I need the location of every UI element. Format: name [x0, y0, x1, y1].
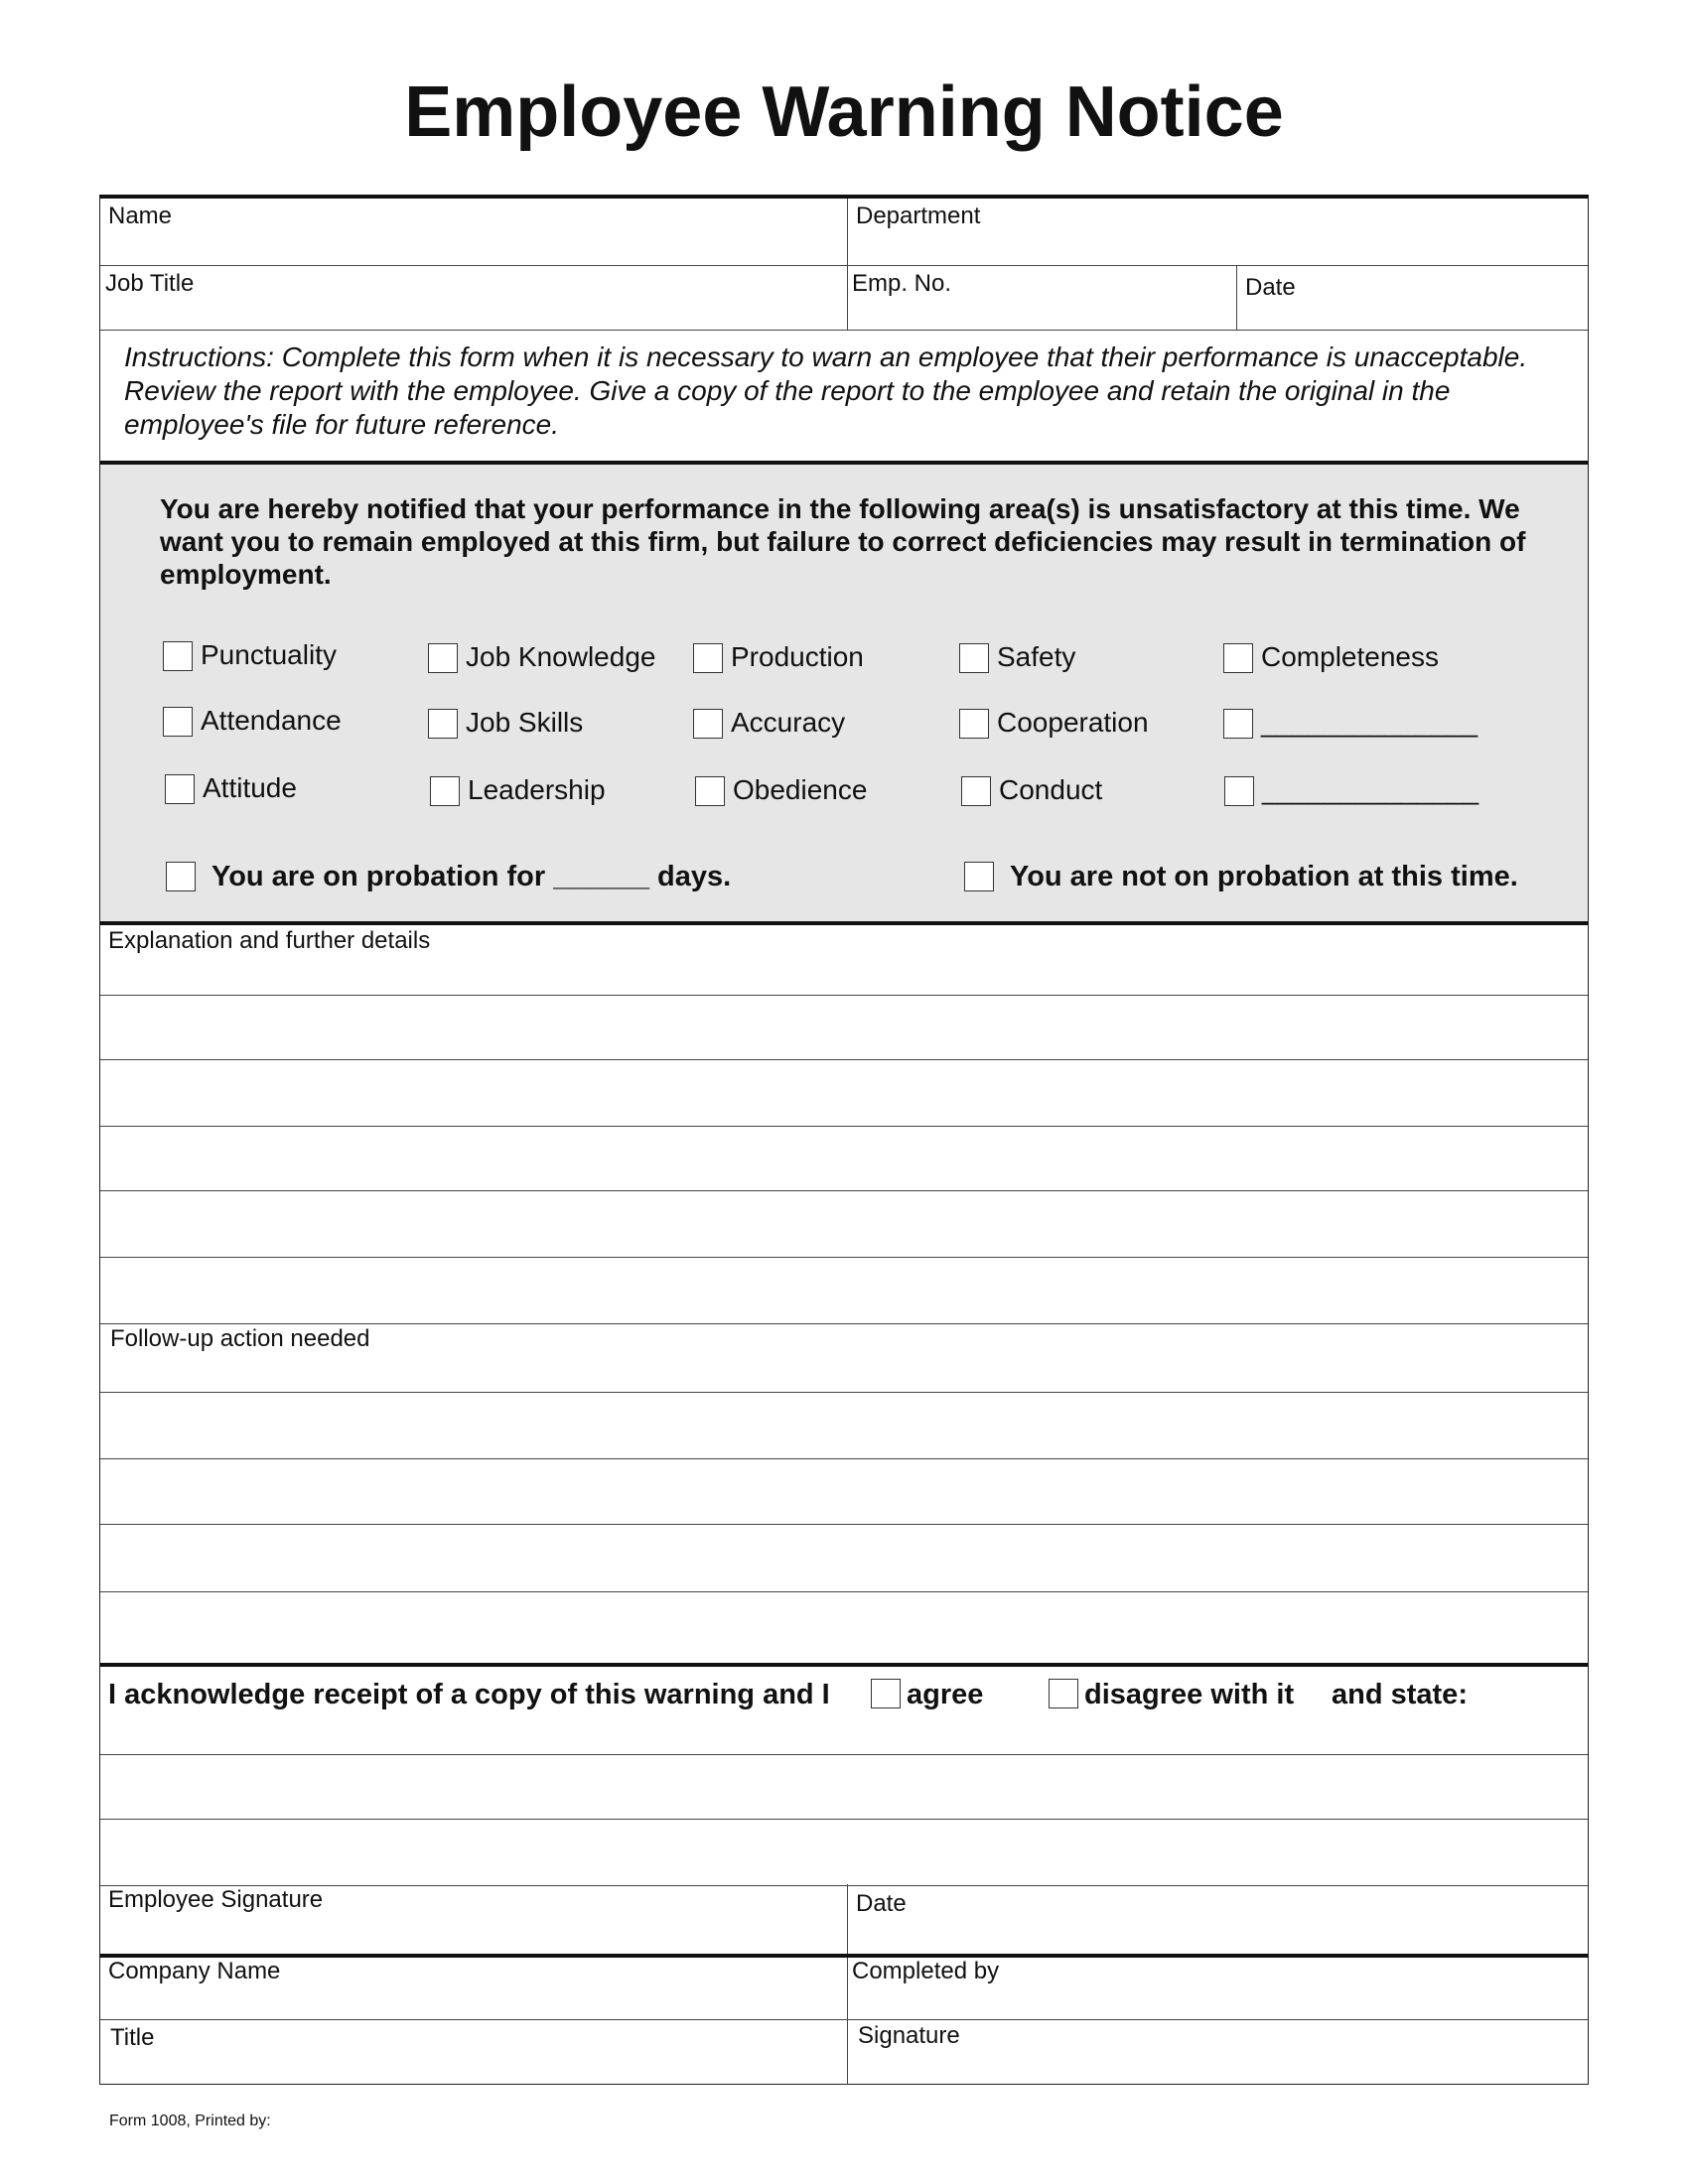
name-label: Name	[108, 203, 173, 229]
agree-label: agree	[907, 1679, 984, 1710]
followup-line	[100, 1524, 1588, 1525]
row-title-signature	[100, 2020, 1588, 2085]
date-label: Date	[1245, 274, 1296, 301]
attendance-label: Attendance	[201, 705, 342, 736]
signature-date-label: Date	[856, 1890, 907, 1917]
followup-label: Follow-up action needed	[110, 1325, 370, 1352]
performance-section	[100, 461, 1588, 925]
on-probation-label: You are on probation for ______ days.	[211, 861, 732, 892]
statement-line[interactable]	[100, 1754, 1588, 1755]
signature-date-field[interactable]	[847, 1884, 1590, 1954]
not-on-probation-checkbox[interactable]	[964, 862, 994, 891]
emp-no-label: Emp. No.	[852, 270, 952, 297]
explanation-line	[100, 995, 1588, 996]
explanation-line	[100, 1257, 1588, 1258]
emp-no-field[interactable]	[847, 266, 1236, 330]
followup-line	[100, 1591, 1588, 1592]
safety-label: Safety	[997, 641, 1076, 672]
instructions-text: Instructions: Complete this form when it is necessary to warn an employee that their performance is unacceptable. Review the report with the employee. Give a copy of the report to the employee and retain the original in the employee's file for future reference.	[124, 341, 1528, 440]
acknowledgement-section	[100, 1663, 1588, 1888]
accuracy-label: Accuracy	[731, 707, 846, 738]
explanation-line	[100, 1323, 1588, 1324]
job-skills-checkbox[interactable]	[428, 709, 458, 739]
safety-checkbox[interactable]	[959, 643, 989, 673]
explanation-line	[100, 1190, 1588, 1191]
other-area-2-checkbox[interactable]	[1224, 776, 1254, 806]
other-area-1-blank[interactable]: ______________	[1261, 707, 1478, 738]
leadership-checkbox[interactable]	[430, 776, 460, 806]
completed-by-label: Completed by	[852, 1958, 1000, 1984]
other-area-1-checkbox[interactable]	[1223, 709, 1253, 739]
conduct-checkbox[interactable]	[961, 776, 991, 806]
warning-form	[99, 195, 1589, 2085]
explanation-line	[100, 1059, 1588, 1060]
department-field[interactable]	[847, 199, 1590, 265]
company-name-label: Company Name	[108, 1958, 281, 1984]
punctuality-label: Punctuality	[201, 639, 337, 670]
followup-section[interactable]	[100, 1325, 1588, 1663]
explanation-line	[100, 1126, 1588, 1127]
agree-checkbox[interactable]	[871, 1679, 901, 1708]
accuracy-checkbox[interactable]	[693, 709, 723, 739]
obedience-label: Obedience	[733, 774, 868, 805]
title-label: Title	[110, 2024, 155, 2051]
job-knowledge-checkbox[interactable]	[428, 643, 458, 673]
and-state-label: and state:	[1332, 1679, 1468, 1710]
acknowledge-text: I acknowledge receipt of a copy of this warning and I	[108, 1679, 830, 1710]
row-employee-signature	[100, 1884, 1588, 1958]
form-footer: Form 1008, Printed by:	[109, 2113, 271, 2129]
instructions-row	[100, 331, 1588, 461]
date-field[interactable]	[1236, 266, 1590, 330]
employee-signature-field[interactable]	[100, 1884, 847, 1954]
row-name-department	[100, 199, 1588, 266]
completed-by-field[interactable]	[847, 1958, 1590, 2019]
explanation-label: Explanation and further details	[108, 927, 431, 954]
company-name-field[interactable]	[100, 1958, 847, 2019]
signature-label: Signature	[858, 2022, 960, 2049]
row-company-completed	[100, 1958, 1588, 2020]
job-title-label: Job Title	[105, 270, 195, 297]
cooperation-label: Cooperation	[997, 707, 1149, 738]
punctuality-checkbox[interactable]	[163, 641, 193, 671]
row-jobtitle-empno-date	[100, 266, 1588, 331]
attitude-label: Attitude	[203, 772, 297, 803]
production-label: Production	[731, 641, 864, 672]
followup-line	[100, 1392, 1588, 1393]
employee-signature-label: Employee Signature	[108, 1886, 324, 1913]
title-field[interactable]	[100, 2020, 847, 2085]
completeness-checkbox[interactable]	[1223, 643, 1253, 673]
not-on-probation-label: You are not on probation at this time.	[1010, 861, 1518, 892]
followup-line	[100, 1458, 1588, 1459]
name-field[interactable]	[100, 199, 847, 265]
disagree-label: disagree with it	[1084, 1679, 1295, 1710]
other-area-2-blank[interactable]: ______________	[1262, 774, 1479, 805]
signature-field[interactable]	[847, 2020, 1590, 2085]
completeness-label: Completeness	[1261, 641, 1439, 672]
notice-text: You are hereby notified that your performance in the following area(s) is unsatisfactory at this time. We want you to remain employed at this firm, but failure to correct deficiencies may result in termination of employment.	[160, 493, 1526, 590]
explanation-section[interactable]	[100, 925, 1588, 1325]
attitude-checkbox[interactable]	[165, 774, 195, 804]
department-label: Department	[856, 203, 981, 229]
obedience-checkbox[interactable]	[695, 776, 725, 806]
leadership-label: Leadership	[468, 774, 606, 805]
job-title-field[interactable]	[100, 266, 847, 330]
form-title: Employee Warning Notice	[404, 72, 1284, 152]
statement-line[interactable]	[100, 1819, 1588, 1820]
on-probation-checkbox[interactable]	[166, 862, 196, 891]
job-skills-label: Job Skills	[466, 707, 584, 738]
production-checkbox[interactable]	[693, 643, 723, 673]
disagree-checkbox[interactable]	[1049, 1679, 1078, 1708]
attendance-checkbox[interactable]	[163, 707, 193, 737]
cooperation-checkbox[interactable]	[959, 709, 989, 739]
conduct-label: Conduct	[999, 774, 1103, 805]
job-knowledge-label: Job Knowledge	[466, 641, 656, 672]
